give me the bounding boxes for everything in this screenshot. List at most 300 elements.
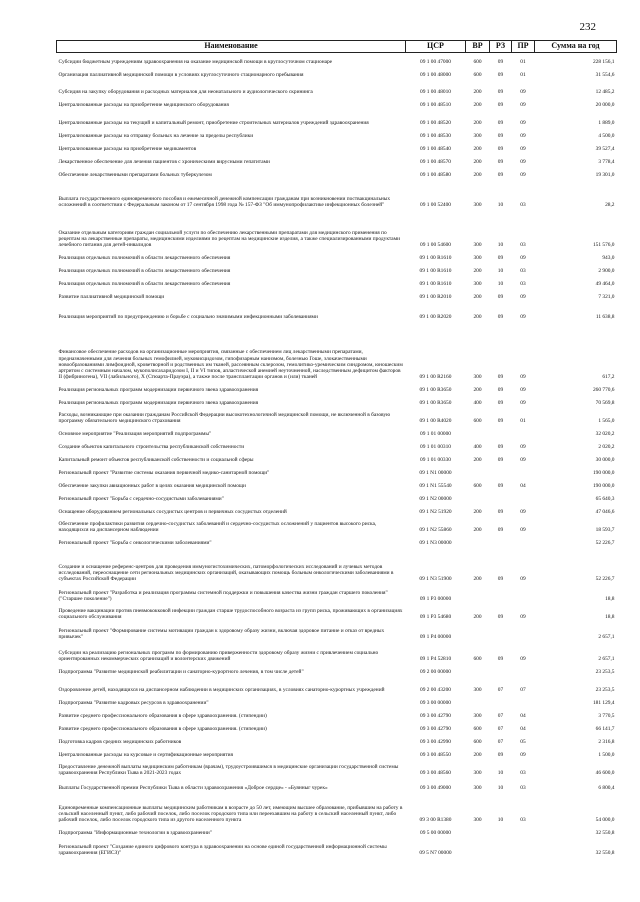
cell-sum: 52 226,7 [595,576,615,583]
cell-rz: 07 [497,739,504,746]
table-row [57,179,617,209]
cell-pr: 05 [520,739,526,746]
cell-rz: 09 [497,576,504,583]
cell-sum: 65 640,3 [595,496,615,503]
cell-sum: 1 500,0 [598,752,615,759]
cell-sum: 18,8 [605,614,615,621]
cell-vr: 600 [473,726,482,733]
cell-sum: 49 464,0 [595,281,615,288]
cell-rz [490,490,512,503]
cell-name: Субсидии бюджетным учреждениям здравоохранения на оказание медицинской помощи в круглосуточном стационаре [58,59,333,66]
cell-vr: 200 [473,314,482,321]
cell-pr [512,694,535,707]
cell-rz: 09 [497,527,504,534]
cell-rz [490,464,512,477]
cell-csr: 09 1 00 48580 [420,172,451,179]
cell-name: Централизованные расходы на приобретение медицинского оборудования [58,102,229,109]
cell-csr: 09 1 00 48010 [420,89,451,96]
cell-sum: 70 569,8 [595,400,615,407]
table-row [57,663,617,676]
cell-rz [490,621,512,641]
cell-rz: 09 [497,146,504,153]
cell-sum: 52 226,7 [595,540,615,547]
table-row [57,490,617,503]
table-row [57,777,617,792]
cell-vr: 200 [473,614,482,621]
cell-rz: 09 [497,172,504,179]
cell-vr: 200 [473,102,482,109]
cell-csr: 09 1 00 52400 [420,202,451,209]
cell-csr: 09 2 00 00000 [420,669,451,676]
cell-name: Реализация отдельных полномочий в области лекарственного обеспечения [58,268,231,275]
cell-name: Создание и оснащение референс-центров для проведения иммуногистохимических, патоморфологических исследований и лучевых методов исследований, переоснащение сети региональных медицинских организаций, оказывающих помощь больным онкологическими заболеваниями в субъектах Российской Федерации [58,563,394,583]
cell-name: Региональный проект "Разработка и реализация программы системной поддержки и повышения качества жизни граждан старшего поколения" ("Старшее поколение") [58,590,388,603]
cell-sum: 18,8 [605,596,615,603]
cell-csr: 09 3 00 R1380 [419,817,452,824]
table-row [57,275,617,288]
cell-vr: 300 [473,785,482,792]
cell-name: Выплаты Государственной премии Республики Тыва в области здравоохранения «Доброе сердце» - «Буянныг чурек» [58,785,328,792]
cell-pr: 03 [520,202,526,209]
cell-rz [490,663,512,676]
cell-sum: 11 638,8 [595,314,615,321]
cell-sum: 32 020,2 [595,431,615,438]
table-row [57,837,617,857]
table-row [57,381,617,394]
cell-sum: 23 253,5 [595,669,615,676]
cell-csr: 09 1 00 54600 [420,242,451,249]
cell-sum: 3 778,4 [598,159,615,166]
cell-rz: 09 [497,752,504,759]
cell-name: Региональный проект "Борьба с сердечно-сосудистыми заболеваниями" [58,496,224,503]
cell-name: Предоставление денежной выплаты медицинским работникам (врачам), трудоустроившимся в медицинские организации государственной системы здравоохранения Республики Тыва в 2021-2023 годах [58,764,399,777]
cell-name: Региональный проект "Борьба с онкологическими заболеваниями" [58,540,212,547]
cell-pr [512,490,535,503]
cell-rz: 09 [497,457,504,464]
cell-sum: 47 046,6 [595,509,615,516]
cell-name: Централизованные расходы на отправку больных на лечение за пределы республики [58,133,254,140]
cell-sum: 1 565,0 [598,418,615,425]
cell-pr: 04 [520,726,526,733]
table-row [57,477,617,490]
table-row [57,641,617,663]
cell-name: Централизованные расходы на текущий и капитальный ремонт, приобретение строительных материалов учреждений здравоохранения [58,120,369,127]
cell-vr: 300 [473,281,482,288]
table-row [57,733,617,746]
cell-sum: 228 156,1 [592,59,615,66]
cell-pr: 03 [520,770,526,777]
table-row [57,140,617,153]
cell-csr: 09 1 N2 55860 [419,527,452,534]
cell-sum: 46 600,0 [595,770,615,777]
cell-csr: 09 1 00 48510 [420,102,451,109]
table-row [57,603,617,621]
cell-pr: 09 [520,576,526,583]
cell-pr: 01 [520,418,526,425]
cell-name: Развитие среднего профессионального образования в сфере здравоохранения. (стипендии) [58,713,267,720]
table-row [57,262,617,275]
cell-vr: 600 [473,656,482,663]
cell-vr: 200 [473,387,482,394]
cell-rz: 09 [497,59,504,66]
cell-pr: 09 [520,172,526,179]
cell-pr [512,583,535,603]
cell-rz [490,425,512,438]
cell-name: Региональный проект "Развитие системы оказания первичной медико-санитарной помощи" [58,470,270,477]
cell-vr: 300 [473,713,482,720]
cell-csr: 09 1 00 R2160 [419,374,452,381]
cell-csr: 09 1 00 R4020 [419,418,452,425]
cell-vr: 200 [473,294,482,301]
cell-csr: 09 1 00 R2020 [419,314,452,321]
cell-name: Расходы, возникающие при оказании гражданам Российской Федерации высокотехнологичной медицинской помощи, не включенной в базовую программу обязательного медицинского страхования [58,412,391,425]
cell-rz: 10 [497,281,504,288]
cell-rz: 09 [497,509,504,516]
table-row [57,109,617,127]
cell-rz: 09 [497,614,504,621]
header-rz: РЗ [490,41,512,53]
table-row [57,53,617,66]
cell-name: Реализация отдельных полномочий в области лекарственного обеспечения [58,281,231,288]
table-row [57,534,617,547]
cell-rz: 10 [497,242,504,249]
cell-csr: 09 1 N3 51900 [419,576,452,583]
cell-sum: 7 321,0 [598,294,615,301]
cell-name: Субсидии на реализацию региональных программ по формированию приверженности здоровому образу жизни с привлечением социально ориентированных некоммерческих организаций и волонтерских движений [58,650,379,663]
cell-rz: 09 [497,159,504,166]
cell-csr: 09 1 00 48540 [420,146,451,153]
cell-name: Оздоровление детей, находящихся на диспансерном наблюдении в медицинских организациях, в условиях санаторно-курортных учреждений [58,687,385,694]
table-row [57,720,617,733]
cell-rz: 09 [497,255,504,262]
cell-rz: 10 [497,770,504,777]
cell-csr: 09 3 00 00000 [420,700,451,707]
cell-name: Подпрограмма "Информационные технологии в здравоохранении" [58,830,212,837]
cell-sum: 66 141,7 [595,726,615,733]
cell-sum: 12 485,2 [595,89,615,96]
cell-pr [512,824,535,837]
cell-vr: 400 [473,400,482,407]
cell-name: Обеспечение профилактики развития сердечно-сосудистых заболеваний и сердечно-сосудистых осложнений у пациентов высокого риска, находящихся на диспансерном наблюдении [58,521,377,534]
cell-sum: 23 253,5 [595,687,615,694]
cell-csr: 09 3 00 42790 [420,726,451,733]
cell-csr: 09 1 00 48000 [420,72,451,79]
cell-rz: 09 [497,89,504,96]
cell-pr: 09 [520,102,526,109]
cell-name: Выплата государственного единовременного пособия и ежемесячной денежной компенсации гражданам при возникновении поствакцинальных осложнений в соответствии с Федеральным законом от 17 сентября 1998 года № 157-ФЗ "Об иммунопрофилактике инфекционных болезней" [58,196,391,209]
cell-csr: 09 1 01 00310 [420,444,451,451]
cell-sum: 2 900,0 [598,268,615,275]
cell-csr: 09 1 N1 00000 [419,470,452,477]
cell-csr: 09 3 00 49000 [420,785,451,792]
cell-sum: 30 000,0 [595,457,615,464]
cell-name: Лекарственное обеспечение для лечения пациентов с хроническими вирусными гепатитами [58,159,270,166]
cell-vr [466,583,490,603]
cell-name: Реализация региональных программ модернизации первичного звена здравоохранения [58,400,259,407]
table-row [57,676,617,694]
cell-pr: 01 [520,72,526,79]
cell-csr: 09 1 N3 00000 [419,540,452,547]
cell-csr: 09 3 00 42990 [420,739,451,746]
cell-csr: 09 1 01 00330 [420,457,451,464]
header-csr: ЦСР [406,41,466,53]
cell-rz [490,694,512,707]
cell-name: Обеспечение лекарственными препаратами больных туберкулезом [58,172,212,179]
cell-rz: 10 [497,202,504,209]
cell-sum: 28,2 [605,202,615,209]
table-row [57,394,617,407]
cell-vr [466,663,490,676]
cell-vr [466,694,490,707]
cell-pr: 09 [520,387,526,394]
table-row [57,621,617,641]
cell-vr: 300 [473,817,482,824]
cell-csr: 09 1 00 R3650 [419,400,452,407]
cell-pr: 09 [520,120,526,127]
cell-sum: 20 000,0 [595,102,615,109]
cell-name: Подпрограмма "Развитие медицинской реабилитации и санаторно-курортного лечения, в том числе детей" [58,669,304,676]
cell-csr: 09 1 00 48570 [420,159,451,166]
cell-pr [512,837,535,857]
cell-rz: 09 [497,444,504,451]
cell-csr: 09 1 P4 52810 [419,656,452,663]
cell-csr: 09 1 00 R1610 [419,268,452,275]
table-body [57,53,617,857]
cell-sum: 31 554,6 [595,72,615,79]
cell-vr [466,490,490,503]
cell-sum: 2 657,1 [598,656,615,663]
cell-rz [490,534,512,547]
cell-name: Капитальный ремонт объектов республиканской собственности и социальной сферы [58,457,254,464]
cell-name: Основное мероприятие "Реализация мероприятий подпрограммы" [58,431,212,438]
table-row [57,707,617,720]
cell-csr: 09 1 P3 54680 [419,614,452,621]
cell-vr: 600 [473,739,482,746]
cell-name: Оснащение оборудованием региональных сосудистых центров и первичных сосудистых отделений [58,509,287,516]
cell-vr: 600 [473,483,482,490]
cell-vr: 300 [473,255,482,262]
cell-pr: 03 [520,817,526,824]
table-row [57,407,617,425]
table-row [57,79,617,96]
table-row [57,824,617,837]
cell-vr: 300 [473,133,482,140]
table-row [57,516,617,534]
cell-csr: 09 1 N1 55540 [419,483,452,490]
cell-vr [466,621,490,641]
cell-rz [490,583,512,603]
cell-rz: 07 [497,713,504,720]
table-row [57,792,617,824]
cell-pr: 04 [520,713,526,720]
cell-vr: 200 [473,268,482,275]
cell-pr: 09 [520,444,526,451]
cell-pr: 09 [520,159,526,166]
cell-sum: 39 527,4 [595,146,615,153]
cell-pr: 09 [520,457,526,464]
cell-pr: 03 [520,242,526,249]
cell-pr: 01 [520,59,526,66]
cell-sum: 260 770,6 [592,387,615,394]
cell-name: Централизованные расходы на курсовые и сертификационные мероприятия [58,752,234,759]
cell-rz: 07 [497,687,504,694]
cell-vr: 400 [473,444,482,451]
cell-pr: 09 [520,614,526,621]
cell-pr: 09 [520,146,526,153]
cell-name: Субсидия на закупку оборудования и расходных материалов для неонатального и аудиологического скрининга [58,89,313,96]
cell-vr: 300 [473,202,482,209]
cell-csr: 09 1 N2 51920 [419,509,452,516]
cell-name: Региональный проект "Создание единого цифрового контура в здравоохранении на основе единой государственной информационной системы здравоохранения (ЕГИСЗ)" [58,844,387,857]
cell-sum: 6 800,4 [598,785,615,792]
cell-name: Подпрограмма "Развитие кадровых ресурсов в здравоохранении" [58,700,209,707]
table-row [57,249,617,262]
table-row [57,438,617,451]
cell-sum: 181 129,4 [592,700,615,707]
cell-vr [466,464,490,477]
cell-vr: 200 [473,576,482,583]
header-pr: ПР [512,41,535,53]
header-name: Наименование [57,41,406,53]
cell-vr: 600 [473,72,482,79]
cell-vr: 200 [473,457,482,464]
cell-pr [512,621,535,641]
cell-vr: 200 [473,89,482,96]
cell-pr: 09 [520,374,526,381]
cell-sum: 4 500,0 [598,133,615,140]
cell-pr: 09 [520,400,526,407]
cell-vr: 300 [473,374,482,381]
table-row [57,746,617,759]
cell-pr [512,464,535,477]
cell-sum: 19 301,0 [595,172,615,179]
cell-sum: 2 657,1 [598,634,615,641]
cell-name: Региональный проект "Формирование системы мотивации граждан к здоровому образу жизни, включая здоровое питание и отказ от вредных привычек" [58,628,385,641]
cell-name: Единовременные компенсационные выплаты медицинским работникам в возрасте до 50 лет, имеющим высшее образование, прибывшим на работу в сельский населенный пункт, либо рабочий поселок, либо поселок городского типа или переехавшим на работу в сельский населенный пункт, либо рабочий поселок, либо поселок городского типа из другого населенного пункта [58,804,403,824]
cell-name: Развитие среднего профессионального образования в сфере здравоохранения. (стипендии) [58,726,267,733]
cell-sum: 32 550,8 [595,830,615,837]
table-row [57,759,617,777]
table-row [57,503,617,516]
table-row [57,451,617,464]
cell-name: Финансовое обеспечение расходов на организационные мероприятия, связанные с обеспечением лиц лекарственными препаратами, предназначенными для лечения больных гемофилией, муковисцидозом, гипофизарным нанизмом, болезнью Гоше, злокачественными новообразованиями лимфоидной, кроветворной и родственных им тканей, рассеянным склерозом, гемолитико-уремическим синдромом, юношеским артритом с системным началом, мукополисахаридозом I, II и VI типов, апластической анемией неуточненной, наследственным дефицитом факторов II (фибриногена), VII (лабильного), X (Стюарта-Прауэра), а также после трансплантации органов и (или) тканей [58,349,403,381]
cell-rz [490,837,512,857]
cell-rz [490,824,512,837]
cell-vr: 200 [473,509,482,516]
cell-vr: 300 [473,770,482,777]
cell-pr: 09 [520,656,526,663]
cell-csr: 09 3 00 48550 [420,752,451,759]
cell-pr: 03 [520,268,526,275]
cell-rz: 09 [497,400,504,407]
cell-vr [466,425,490,438]
cell-rz: 09 [497,314,504,321]
cell-rz: 09 [497,72,504,79]
table-row [57,153,617,166]
cell-rz: 09 [497,418,504,425]
cell-pr: 09 [520,509,526,516]
table-row [57,96,617,109]
cell-sum: 18 593,7 [595,527,615,534]
table-row [57,288,617,301]
cell-pr: 09 [520,314,526,321]
cell-pr: 09 [520,527,526,534]
cell-pr: 09 [520,133,526,140]
page-number: 232 [579,21,596,33]
cell-csr: 09 2 00 43200 [420,687,451,694]
table-row [57,166,617,179]
cell-pr: 03 [520,281,526,288]
budget-table [56,40,617,857]
cell-rz: 09 [497,133,504,140]
cell-name: Подготовка кадров средних медицинских работников [58,739,182,746]
cell-sum: 3 770,5 [598,713,615,720]
cell-vr: 200 [473,120,482,127]
cell-rz: 10 [497,785,504,792]
cell-vr [466,824,490,837]
cell-csr: 09 1 P4 00000 [419,634,452,641]
cell-rz: 09 [497,294,504,301]
cell-vr: 300 [473,687,482,694]
table-row [57,425,617,438]
cell-sum: 32 550,8 [595,850,615,857]
cell-sum: 1 889,0 [598,120,615,127]
cell-csr: 09 1 00 48520 [420,120,451,127]
cell-vr: 200 [473,527,482,534]
cell-vr: 200 [473,752,482,759]
cell-rz: 09 [497,656,504,663]
cell-name: Обеспечение закупки авиационных работ в целях оказания медицинской помощи [58,483,246,490]
cell-csr: 09 1 00 48530 [420,133,451,140]
cell-rz: 10 [497,817,504,824]
cell-sum: 617,2 [602,374,615,381]
cell-pr: 09 [520,294,526,301]
cell-csr: 09 1 N2 00000 [419,496,452,503]
table-row [57,127,617,140]
cell-pr: 07 [520,687,526,694]
table-row [57,694,617,707]
cell-sum: 151 576,0 [592,242,615,249]
cell-sum: 190 000,0 [592,470,615,477]
cell-sum: 2 316,8 [598,739,615,746]
table-row [57,209,617,249]
cell-vr: 200 [473,159,482,166]
cell-csr: 09 3 00 42790 [420,713,451,720]
cell-pr: 09 [520,255,526,262]
cell-pr [512,425,535,438]
cell-rz: 07 [497,726,504,733]
cell-pr: 03 [520,785,526,792]
cell-name: Оказание отдельным категориям граждан социальной услуги по обеспечению лекарственными препаратами для медицинского применения по рецептам на лекарственные препараты, медицинскими изделиями по рецептам на медицинские изделия, а также специализированными продуктами лечебного питания для детей-инвалидов [58,229,400,249]
cell-csr: 09 5 N7 00000 [419,850,452,857]
cell-csr: 09 3 00 48560 [420,770,451,777]
header-sum: Сумма на год [535,41,617,53]
cell-vr: 200 [473,146,482,153]
cell-vr: 600 [473,59,482,66]
cell-csr: 09 5 00 00000 [420,830,451,837]
cell-pr: 09 [520,752,526,759]
cell-name: Централизованные расходы на приобретение медикаментов [58,146,197,153]
cell-name: Организация паллиативной медицинской помощи в условиях круглосуточного стационарного пребывания [58,72,304,79]
cell-rz: 09 [497,374,504,381]
cell-sum: 943,0 [602,255,615,262]
cell-rz: 09 [497,102,504,109]
cell-name: Проведение вакцинации против пневмококковой инфекции граждан старше трудоспособного возраста из групп риска, проживающих в организациях социального обслуживания [58,608,403,621]
cell-sum: 2 020,2 [598,444,615,451]
cell-csr: 09 1 00 47000 [420,59,451,66]
cell-csr: 09 1 00 R1610 [419,255,452,262]
table-header-row [57,41,617,53]
